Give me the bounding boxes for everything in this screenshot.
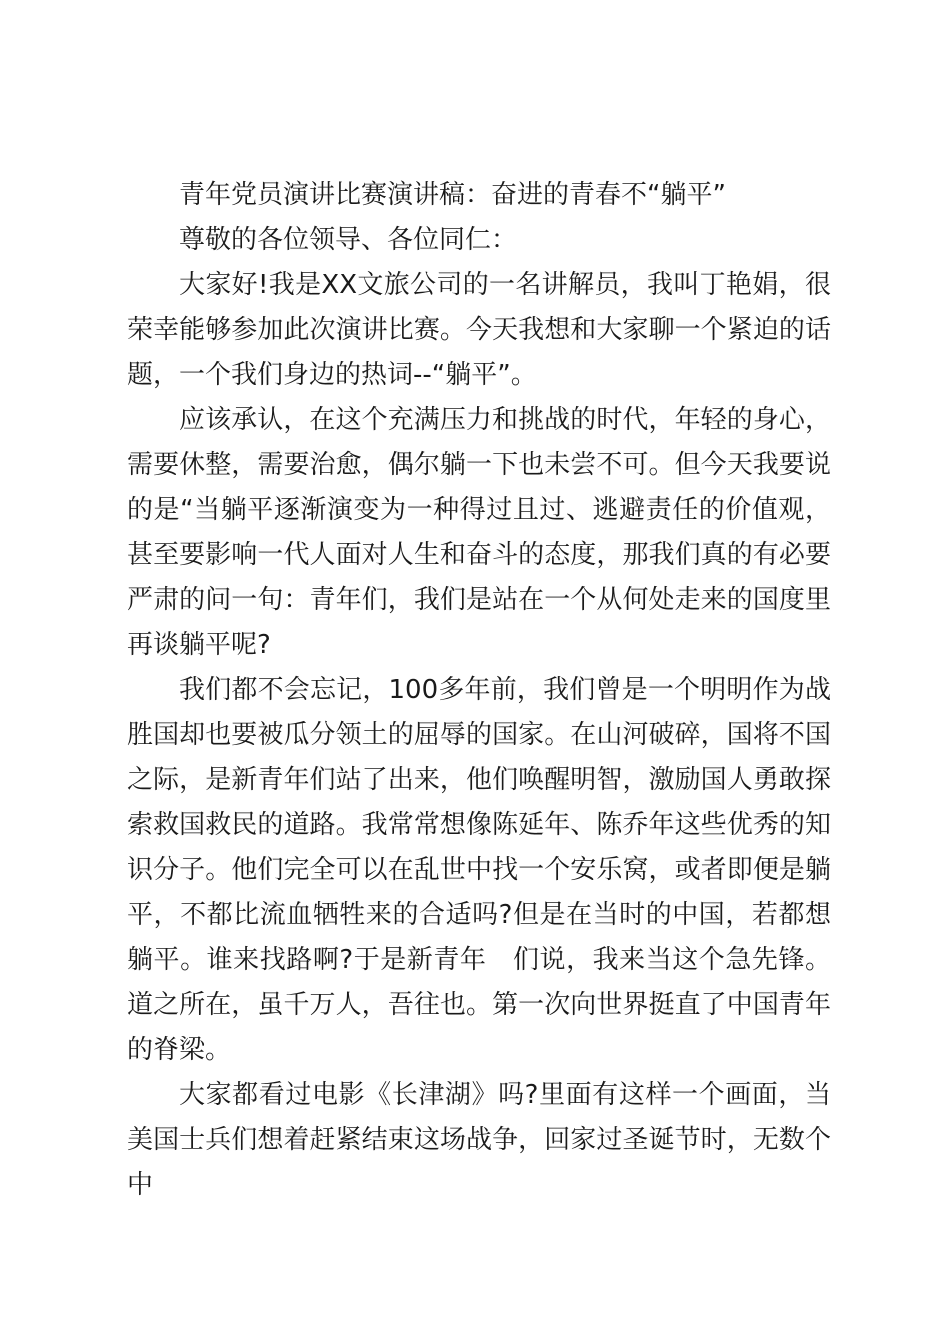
paragraph-3: 我们都不会忘记，100多年前，我们曾是一个明明作为战胜国却也要被瓜分领土的屈辱的国家。在山河破碎，国将不国之际，是新青年们站了出来，他们唤醒明智，激励国人勇敢探索救国救民的道路。我常常想像陈延年、陈乔年这些优秀的知识分子。他们完全可以在乱世中找一个安乐窝，或者即便是躺平，不都比流血牺牲来的合适吗?但是在当时的中国，若都想躺平。谁来找路啊?于是新青年 们说，我来当这个急先锋。道之所在，虽千万人，吾往也。第一次向世界挺直了中国青年的脊梁。 bbox=[127, 675, 831, 1065]
document-title: 青年党员演讲比赛演讲稿：奋进的青春不“躺平” bbox=[179, 180, 726, 210]
salutation: 尊敬的各位领导、各位同仁： bbox=[179, 225, 518, 255]
paragraph-2: 应该承认，在这个充满压力和挑战的时代，年轻的身心，需要休整，需要治愈，偶尔躺一下也未尝不可。但今天我要说的是“当躺平逐渐演变为一种得过且过、逃避责任的价值观，甚至要影响一代人面对人生和奋斗的态度，那我们真的有必要严肃的问一句：青年们，我们是站在一个从何处走来的国度里再谈躺平呢? bbox=[127, 405, 831, 660]
paragraph-1: 大家好!我是XX文旅公司的一名讲解员，我叫丁艳娟，很荣幸能够参加此次演讲比赛。今天我想和大家聊一个紧迫的话题，一个我们身边的热词--“躺平”。 bbox=[127, 270, 831, 390]
paragraph-4: 大家都看过电影《长津湖》吗?里面有这样一个画面，当美国士兵们想着赶紧结束这场战争，回家过圣诞节时，无数个中 bbox=[127, 1080, 831, 1200]
document-body bbox=[127, 173, 831, 1208]
